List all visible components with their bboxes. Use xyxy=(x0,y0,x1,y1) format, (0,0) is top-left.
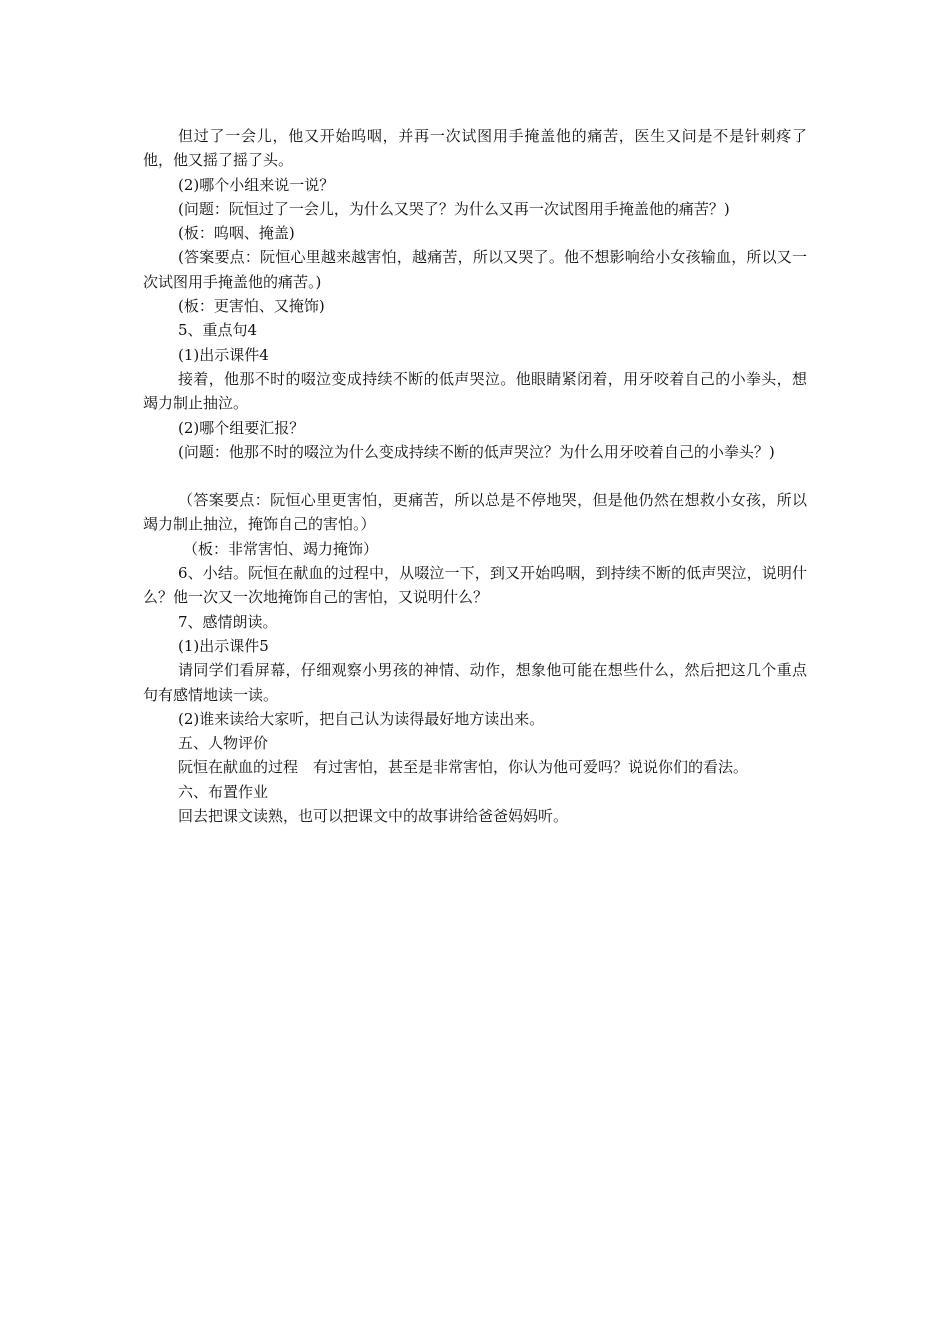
paragraph: (问题：他那不时的啜泣为什么变成持续不断的低声哭泣？为什么用牙咬着自己的小拳头？) xyxy=(178,442,775,461)
paragraph: (1)出示课件4 xyxy=(178,345,269,364)
section-heading: 5、重点句4 xyxy=(178,321,258,340)
paragraph: (答案要点：阮恒心里越来越害怕，越痛苦，所以又哭了。他不想影响给小女孩输血，所以又一次试图用手掩盖他的痛苦。) xyxy=(143,248,807,291)
paragraph: (板：呜咽、掩盖) xyxy=(178,224,295,243)
blank-line xyxy=(143,464,807,488)
paragraph: 回去把课文读熟，也可以把课文中的故事讲给爸爸妈妈听。 xyxy=(178,807,569,826)
paragraph: (问题：阮恒过了一会儿，为什么又哭了？为什么又再一次试图用手掩盖他的痛苦？) xyxy=(178,199,730,218)
paragraph: (2)谁来读给大家听，把自己认为读得最好地方读出来。 xyxy=(178,709,545,728)
document-body xyxy=(143,124,807,828)
paragraph: 请同学们看屏幕，仔细观察小男孩的神情、动作，想象他可能在想些什么，然后把这几个重点句有感情地读一读。 xyxy=(143,661,807,704)
paragraph: (1)出示课件5 xyxy=(178,636,269,655)
paragraph: 6、小结。阮恒在献血的过程中，从啜泣一下，到又开始呜咽，到持续不断的低声哭泣，说明什么？他一次又一次地掩饰自己的害怕，又说明什么？ xyxy=(143,564,807,607)
section-heading: 7、感情朗读。 xyxy=(178,612,278,631)
section-heading: 六、布置作业 xyxy=(178,782,269,801)
paragraph: （答案要点：阮恒心里更害怕，更痛苦，所以总是不停地哭，但是他仍然在想救小女孩，所以竭力制止抽泣，掩饰自己的害怕。） xyxy=(143,491,807,534)
paragraph: (板：更害怕、又掩饰) xyxy=(178,297,325,316)
paragraph: 但过了一会儿，他又开始呜咽，并再一次试图用手掩盖他的痛苦，医生又问是不是针刺疼了他，他又摇了摇了头。 xyxy=(143,127,807,170)
paragraph: (2)哪个小组来说一说？ xyxy=(178,175,335,194)
paragraph: （板：非常害怕、竭力掩饰） xyxy=(183,539,379,558)
paragraph: (2)哪个组要汇报？ xyxy=(178,418,305,437)
paragraph: 阮恒在献血的过程 有过害怕，甚至是非常害怕，你认为他可爱吗？说说你们的看法。 xyxy=(178,758,749,777)
paragraph: 接着，他那不时的啜泣变成持续不断的低声哭泣。他眼睛紧闭着，用牙咬着自己的小拳头，想竭力制止抽泣。 xyxy=(143,369,807,413)
section-heading: 五、人物评价 xyxy=(178,734,269,753)
